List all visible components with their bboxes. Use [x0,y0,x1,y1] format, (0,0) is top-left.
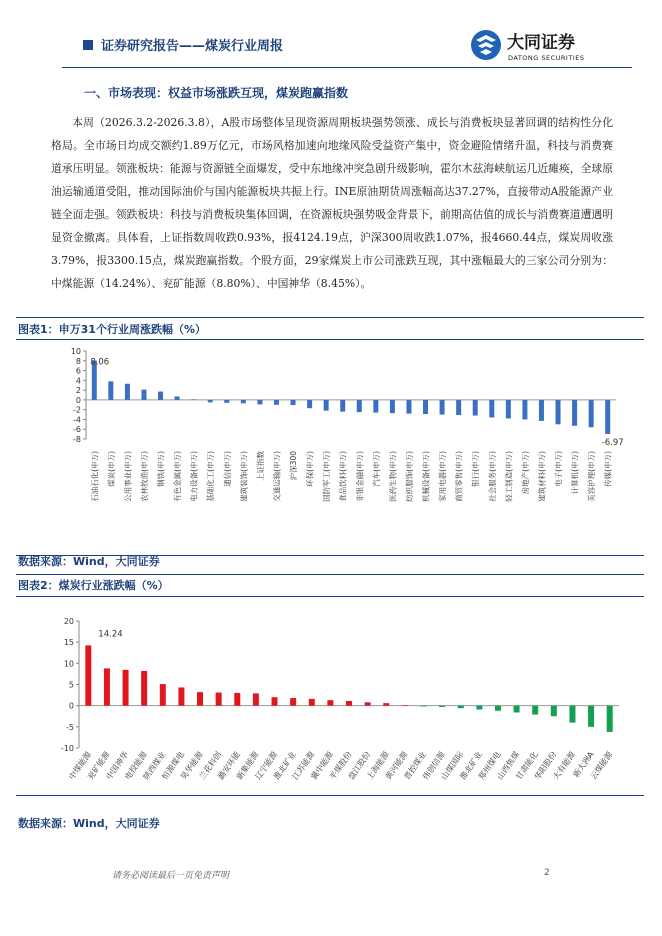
bar [390,400,395,413]
category-label: 计算机(申万) [570,451,580,495]
category-label: 中煤能源 [67,749,93,782]
y-tick-label: 10 [63,659,74,669]
y-tick-label: 10 [70,347,81,356]
category-label: 陕西煤业 [141,749,168,782]
figure1-source: 数据来源：Wind，大同证券 [18,555,160,568]
bar [160,684,166,706]
category-label: 盘江股份 [346,749,373,782]
report-title: 证券研究报告——煤炭行业周报 [101,39,284,54]
y-tick-label: 5 [68,680,74,690]
y-tick-label: -2 [73,405,81,415]
category-label: 华阳股份 [532,749,559,782]
bar [569,706,575,723]
bar [588,706,594,727]
bar [514,706,520,713]
figure2-title-rule [16,596,644,597]
category-label: 建筑装饰(申万) [239,451,249,502]
category-label: 有色金属(申万) [173,451,183,502]
figure1-title: 图表1：申万31个行业周涨跌幅（%） [18,323,206,336]
category-label: 潞安环能 [216,749,242,782]
header-square-icon [83,40,93,50]
category-label: 家用电器(申万) [438,451,448,502]
bar [123,670,129,706]
bar [274,400,279,405]
bar [158,392,163,400]
bar [216,693,222,706]
y-tick-label: 15 [63,638,74,648]
bar [234,693,240,706]
bar [241,400,246,403]
category-label: 上证指数 [255,451,265,481]
category-label: 电子(申万) [554,451,564,487]
bar [208,400,213,402]
company-logo [466,26,616,66]
y-tick-label: 0 [68,701,74,711]
category-label: 中国神华 [104,749,131,782]
category-label: 机械设备(申万) [421,451,431,502]
bar [253,693,259,705]
category-label: 晋控煤业 [402,749,429,782]
figure2-chart [55,612,620,784]
bar [495,706,501,711]
bar [175,396,180,399]
bar [340,400,345,412]
category-label: 电力设备(申万) [189,451,199,502]
bar [104,668,110,705]
page-number: 2 [544,868,550,878]
data-label-first: 14.24 [98,629,123,640]
category-label: 冀中能源 [309,749,336,782]
category-label: 沪深300 [289,451,299,481]
category-label: 建筑材料(申万) [537,451,547,502]
category-label: 非银金融(申万) [355,451,365,502]
figure1-top-rule [16,317,644,318]
category-label: 云煤能源 [588,749,615,782]
bar [365,702,371,705]
logo-cn-text: 大同证券 [507,33,575,53]
category-label: 公用事业(申万) [123,451,133,502]
bar [539,400,544,421]
bar [197,692,203,706]
bar [85,645,91,705]
bar [572,400,577,426]
y-tick-label: -5 [66,722,74,732]
bar [290,698,296,706]
category-label: 社会服务(申万) [487,451,497,502]
bar [532,706,538,715]
category-label: 江苏能源 [290,749,317,782]
bar [346,701,352,706]
category-label: 新大洲A [571,749,596,780]
category-label: 医药生物(申万) [388,451,398,502]
category-label: 恒源煤电 [160,749,187,782]
category-label: 上海能源 [365,749,391,782]
bar [108,381,113,400]
y-tick-label: 4 [75,376,81,386]
bar [476,706,482,710]
bar [373,400,378,413]
figure2-source: 数据来源：Wind，大同证券 [18,817,160,830]
category-label: 黄河能源 [383,749,410,782]
category-label: 大有能源 [551,749,578,782]
category-label: 山西焦煤 [495,749,522,782]
category-label: 轻工制造(申万) [504,451,514,502]
category-label: 昊华能源 [178,749,205,782]
bar [406,400,411,414]
bar [607,706,613,732]
y-tick-label: 8 [75,356,81,366]
bar [440,400,445,415]
y-tick-label: 2 [75,386,81,396]
bar [551,706,557,717]
y-tick-label: 0 [75,395,81,405]
section-heading: 一、市场表现：权益市场涨跌互现，煤炭跑赢指数 [84,86,349,100]
logo-en-text: DATONG SECURITIES [508,54,585,62]
data-label-last: -6.97 [601,437,624,448]
y-tick-label: -4 [73,415,81,425]
bar [125,384,130,400]
bar [489,400,494,418]
y-tick-label: 6 [75,366,81,376]
figure2-top-rule [16,574,644,575]
category-label: 辽宁能源 [253,749,280,782]
category-label: 伟创信源 [421,749,447,782]
bar [141,390,146,400]
bar [327,700,333,706]
figure2-title: 图表2：煤炭行业涨跌幅（%） [18,579,169,592]
bar [272,697,278,705]
bar [458,706,464,709]
footer-disclaimer: 请务必阅读最后一页免责声明 [112,871,230,881]
y-tick-label: -6 [73,425,81,435]
bar [357,400,362,412]
bar [257,400,262,405]
category-label: 环保(申万) [305,451,315,487]
category-label: 基础化工(申万) [206,451,216,502]
bar [605,400,610,434]
category-label: 兖矿能源 [85,749,112,782]
bar [473,400,478,416]
bar [420,706,426,707]
figure2-bottom-rule [16,795,644,796]
category-label: 钢铁(申万) [156,451,166,487]
body-text: 本周（2026.3.2-2026.3.8），A股市场整体呈现资源周期板块强势领涨、成长与消费板块显著回调的结构性分化格局。全市场日均成交额约1.89万亿元，市场风格加速向地缘风险受益资产集中，资金避险情绪升温，科技与消费赛道承压明显。领涨板块：能源与资源链全面爆发，受中东地缘冲突急剧升级影响，霍尔木兹海峡航运几近瘫痪，全球原油运输通道受阻，推动国际油价与国内能源板块共振上行。INE原油期货周涨幅高达37.27%，直接带动A股能源产业链全面走强。领跌板块：科技与消费板块集体回调，在资源板块强势吸金背景下，前期高估值的成长与消费赛道遭遇明显资金撤离。具体看，上证指数周收跌0.93%，报4124.19点，沪深300周收跌1.07%，报4660.44点，煤炭周收涨3.79%，报3300.15点，煤炭跑赢指数。个股方面，29家煤炭上市公司涨跌互现，其中涨幅最大的三家公司分别为：中煤能源（14.24%）、兖矿能源（8.80%）、中国神华（8.45%）。 [51,116,613,290]
category-label: 美容护理(申万) [587,451,597,502]
y-tick-label: 20 [63,617,74,626]
category-label: 电投能源 [123,749,149,782]
category-label: 淮北矿业 [458,749,484,782]
category-label: 农林牧渔(申万) [139,451,149,502]
bar [141,671,147,706]
category-label: 房地产(申万) [520,451,530,495]
datong-logo-icon [466,26,616,66]
category-label: 通信(申万) [222,451,232,487]
bar [423,400,428,414]
category-label: 兰花科创 [197,749,224,782]
data-label-first: 8.06 [90,357,110,368]
bar [589,400,594,427]
bar [191,399,196,400]
bar [556,400,561,424]
bar [324,400,329,411]
category-label: 淮北矿业 [272,749,298,782]
category-label: 郑州煤电 [476,749,503,782]
bar [291,400,296,405]
category-label: 山煤国际 [439,749,466,782]
bar [224,400,229,403]
category-label: 国防军工(申万) [322,451,332,502]
category-label: 商贸零售(申万) [454,451,464,502]
bar [309,699,315,706]
bar [456,400,461,415]
bar [383,703,389,706]
bar [439,706,445,707]
bar [522,400,527,420]
category-label: 纺织服饰(申万) [404,451,414,502]
header-divider [62,67,632,68]
category-label: 银行(申万) [471,451,481,487]
category-label: 传媒(申万) [603,451,613,487]
bar [402,705,408,706]
bar [506,400,511,419]
category-label: 汽车(申万) [371,451,381,487]
category-label: 平煤股份 [327,749,354,782]
y-tick-label: -10 [60,744,74,753]
category-label: 交通运输(申万) [272,451,282,502]
category-label: 石油石化(申万) [90,451,100,502]
category-label: 食品饮料(申万) [338,451,348,502]
y-tick-label: -8 [73,435,81,444]
figure1-chart [60,340,624,550]
category-label: 煤炭(申万) [106,451,116,487]
bar [178,687,184,705]
category-label: 新集能源 [234,749,261,782]
body-paragraph [51,111,613,295]
category-label: 甘肃能化 [514,749,540,782]
bar [307,400,312,408]
